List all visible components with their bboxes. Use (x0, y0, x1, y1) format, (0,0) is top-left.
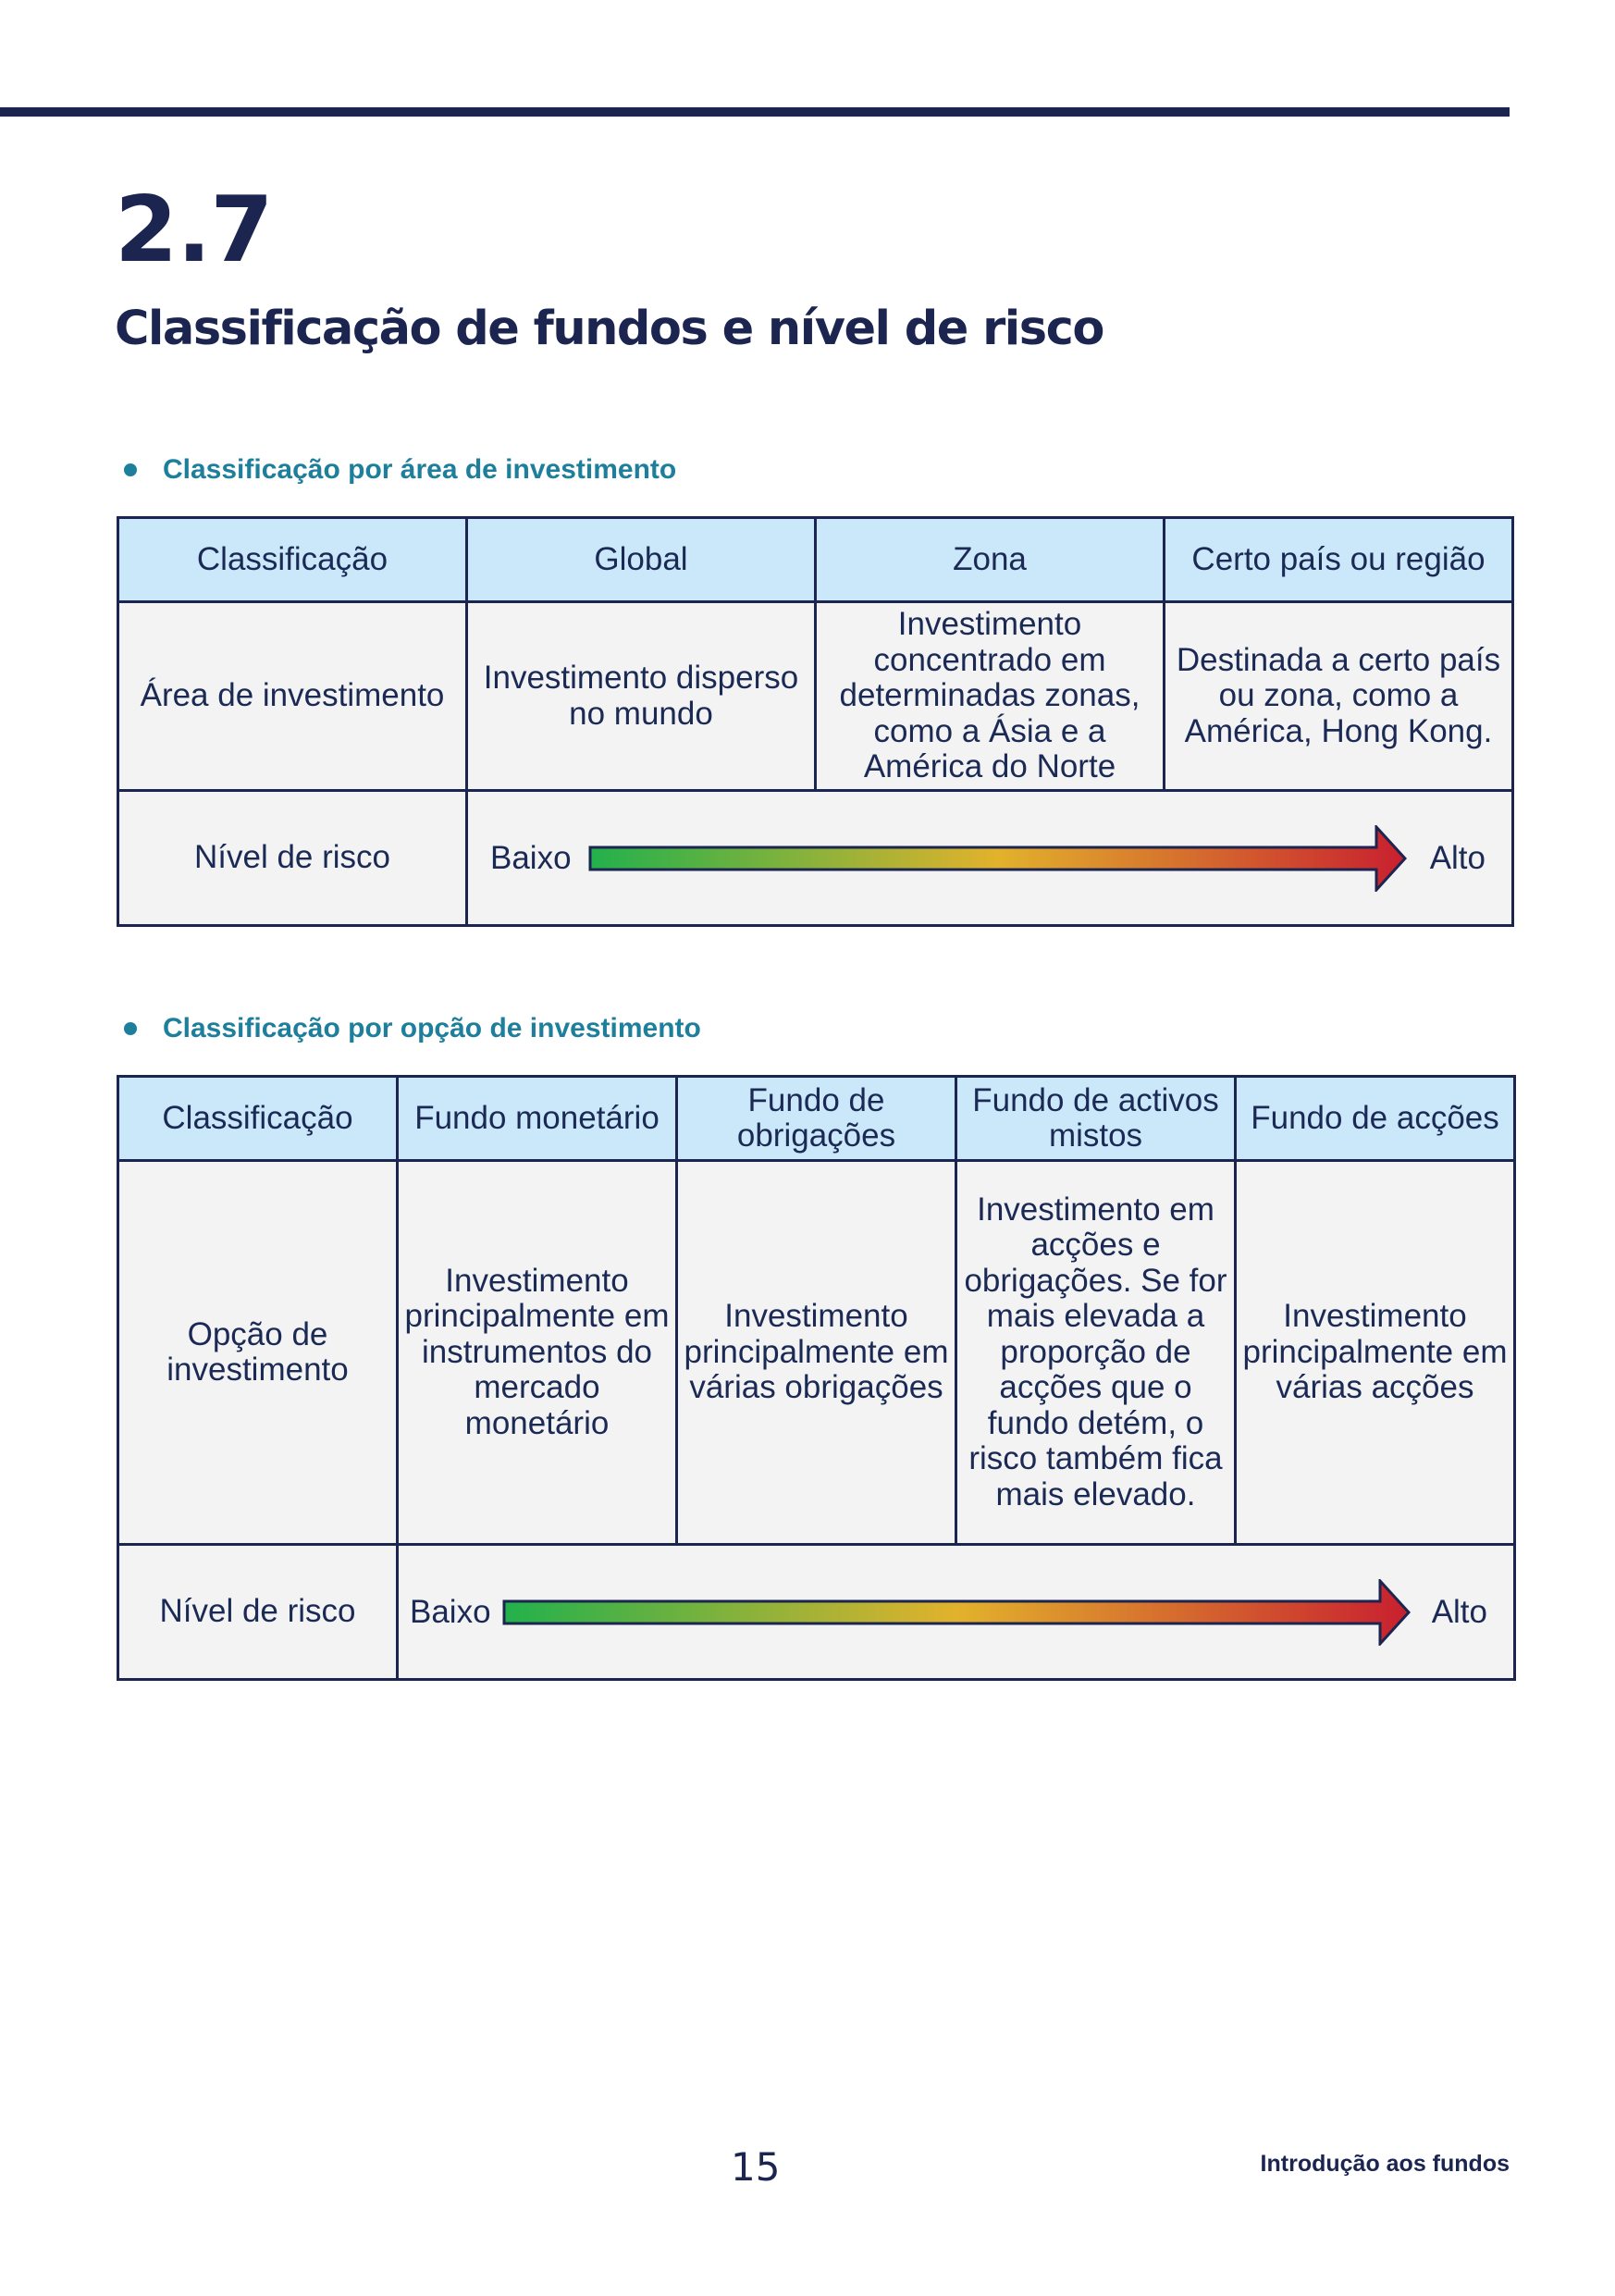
table-header-row (118, 518, 1513, 602)
risk-row-label: Nível de risco (118, 791, 467, 926)
bullet-icon (124, 1022, 137, 1035)
page-number: 15 (731, 2144, 781, 2190)
table-cell: Investimento concentrado em determinadas zonas, como a Ásia e a América do Norte (816, 602, 1165, 791)
header-cell: Fundo monetário (398, 1077, 677, 1161)
table-cell: Investimento disperso no mundo (467, 602, 816, 791)
section-title: Classificação de fundos e nível de risco (115, 302, 1103, 356)
table-cell: Investimento principalmente em várias obrigações (677, 1161, 956, 1545)
risk-high-label: Alto (1429, 839, 1486, 876)
table-row (118, 1161, 1515, 1545)
header-cell: Global (467, 518, 816, 602)
table-area-classification (117, 516, 1514, 927)
top-rule (0, 107, 1510, 117)
table-cell: Investimento em acções e obrigações. Se for mais elevada a proporção de acções que o fundo detém, o risco também fica mais elevado. (956, 1161, 1236, 1545)
footer-title: Introdução aos fundos (1260, 2151, 1510, 2177)
header-cell: Classificação (118, 518, 467, 602)
risk-scale (398, 1545, 1515, 1680)
risk-low-label: Baixo (490, 839, 572, 876)
header-cell: Zona (816, 518, 1165, 602)
table-cell: Investimento principalmente em instrumentos do mercado monetário (398, 1161, 677, 1545)
section-number: 2.7 (115, 178, 273, 283)
table-cell: Investimento principalmente em várias acções (1236, 1161, 1515, 1545)
table-header-row (118, 1077, 1515, 1161)
row-label: Opção de investimento (118, 1161, 398, 1545)
row-label: Área de investimento (118, 602, 467, 791)
header-cell: Certo país ou região (1165, 518, 1513, 602)
table-row (118, 602, 1513, 791)
subheading-area-text: Classificação por área de investimento (163, 454, 677, 485)
header-cell: Fundo de acções (1236, 1077, 1515, 1161)
table-option-classification (117, 1075, 1516, 1681)
risk-row (118, 1545, 1515, 1680)
risk-scale (467, 791, 1513, 926)
risk-arrow-icon (502, 1579, 1411, 1646)
table-cell: Destinada a certo país ou zona, como a América, Hong Kong. (1165, 602, 1513, 791)
subheading-option-text: Classificação por opção de investimento (163, 1013, 701, 1043)
header-cell: Fundo de obrigações (677, 1077, 956, 1161)
risk-arrow-icon (588, 825, 1407, 892)
risk-high-label: Alto (1431, 1593, 1487, 1630)
subheading-area (124, 451, 676, 488)
subheading-option (124, 1010, 701, 1047)
risk-row-label: Nível de risco (118, 1545, 398, 1680)
header-cell: Fundo de activos mistos (956, 1077, 1236, 1161)
bullet-icon (124, 463, 137, 476)
header-cell: Classificação (118, 1077, 398, 1161)
risk-row (118, 791, 1513, 926)
risk-low-label: Baixo (410, 1593, 491, 1630)
